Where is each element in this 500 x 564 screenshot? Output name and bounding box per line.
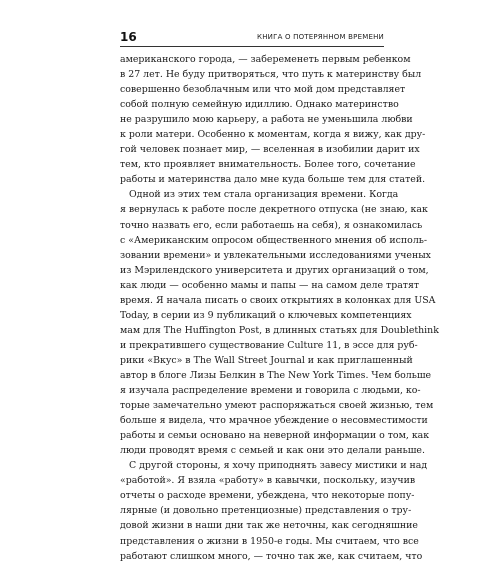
text-line: С другой стороны, я хочу приподнять завесу мистики и над — [129, 460, 428, 472]
text-line: время. Я начала писать о своих открытиях в колонках для USA — [120, 294, 436, 306]
text-line: я вернулась к работе после декретного отпуска (не знаю, как — [120, 204, 428, 216]
text-line: люди проводят время с семьей и как они это делали раньше. — [120, 445, 425, 457]
header-rule — [120, 46, 384, 47]
running-head: КНИГА О ПОТЕРЯННОМ ВРЕМЕНИ — [257, 33, 384, 41]
text-line: довой жизни в наши дни так же неточны, как сегодняшние — [120, 520, 418, 532]
text-line: торые замечательно умеют распоряжаться своей жизнью, тем — [120, 400, 434, 412]
text-line: рики «Вкус» в The Wall Street Journal и как приглашенный — [120, 354, 413, 366]
text-line: тем, кто проявляет внимательность. Более того, сочетание — [120, 159, 416, 171]
text-line: больше я видела, что мрачное убеждение о несовместимости — [120, 415, 428, 427]
body-text — [120, 52, 439, 564]
paragraph — [120, 187, 439, 458]
text-line: совершенно безоблачным или что мой дом представляет — [120, 84, 406, 96]
page-number: 16 — [120, 30, 137, 44]
text-line: мам для The Huffington Post, в длинных статьях для Doublethink — [120, 324, 439, 336]
text-line: Today, в серии из 9 публикаций о ключевых компетенциях — [120, 309, 412, 321]
paragraph — [120, 52, 426, 187]
text-line: не разрушило мою карьеру, а работа не уменьшила любви — [120, 114, 413, 126]
text-line: американского города, — забеременеть первым ребенком — [120, 54, 411, 65]
text-line: представления о жизни в 1950-е годы. Мы считаем, что все — [120, 535, 419, 547]
text-line: как люди — особенно мамы и папы — на самом деле тратят — [120, 279, 420, 291]
text-line: из Мэрилендского университета и других организаций о том, — [120, 264, 429, 276]
text-line: и прекратившего существование Culture 11, в эссе для руб- — [120, 339, 418, 351]
text-line: к роли матери. Особенно к моментам, когда я вижу, как дру- — [120, 129, 426, 141]
text-line: работают слишком много, — точно так же, как считаем, что — [120, 550, 423, 562]
text-line: гой человек познает мир, — вселенная в изобилии дарит их — [120, 144, 420, 156]
text-line: отчеты о расходе времени, убеждена, что некоторые попу- — [120, 490, 415, 502]
text-line: точно назвать его, если работаешь на себя), я ознакомилась — [120, 219, 423, 231]
text-line: зовании времени» и увлекательными исследованиями ученых — [120, 249, 431, 261]
text-line: лярные (и довольно претенциозные) представления о тру- — [120, 505, 412, 517]
text-line: работы и семьи основано на неверной информации о том, как — [120, 430, 430, 442]
text-line: работы и материнства дало мне куда больше тем для статей. — [120, 174, 426, 186]
text-line: я изучала распределение времени и говорила с людьми, ко- — [120, 385, 421, 397]
text-line: «работой». Я взяла «работу» в кавычки, поскольку, изучив — [120, 475, 416, 487]
text-line: Одной из этих тем стала организация времени. Когда — [129, 189, 399, 201]
page-header — [120, 30, 384, 46]
paragraph — [120, 458, 428, 563]
text-line: с «Американским опросом общественного мнения об исполь- — [120, 234, 428, 246]
text-line: собой полную семейную идиллию. Однако материнство — [120, 99, 399, 111]
text-line: в 27 лет. Не буду притворяться, что путь к материнству был — [120, 69, 422, 81]
text-line: автор в блоге Лизы Белкин в The New York Times. Чем больше — [120, 369, 432, 381]
